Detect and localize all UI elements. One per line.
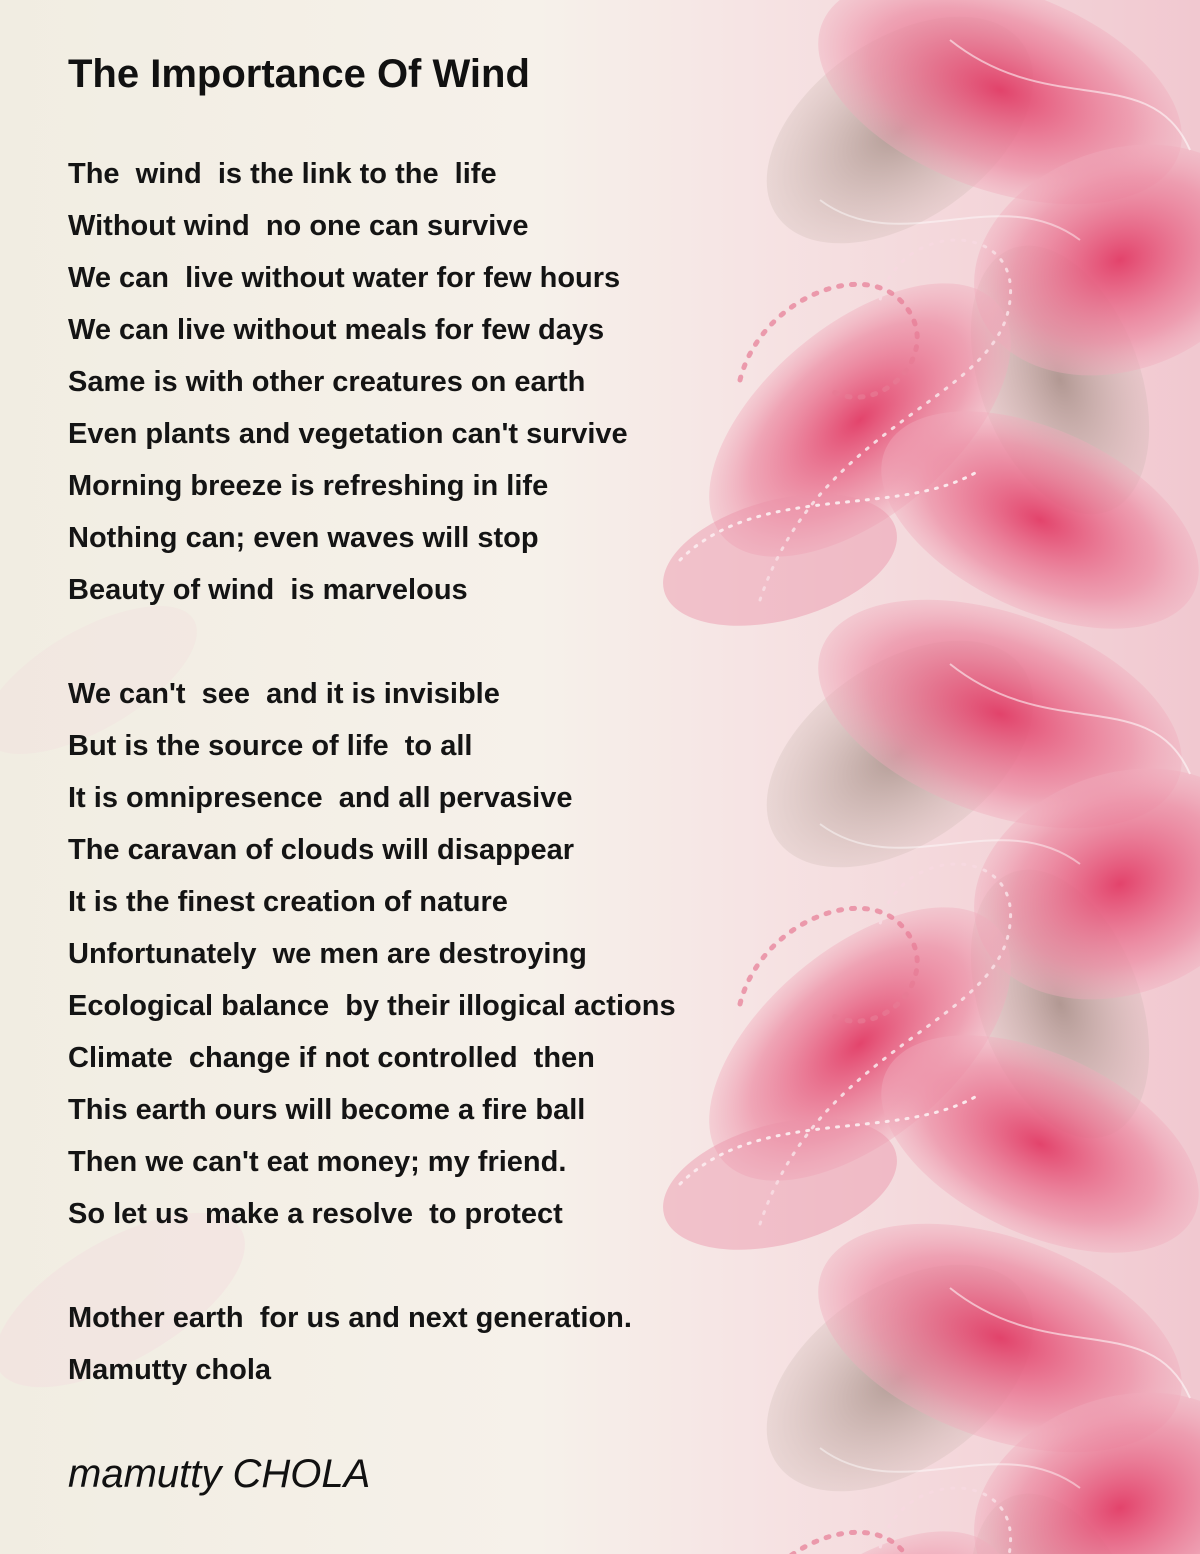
poem-title: The Importance Of Wind: [68, 52, 530, 96]
poem-line: Same is with other creatures on earth: [68, 366, 586, 398]
poem-line: Ecological balance by their illogical actions: [68, 990, 676, 1022]
poem-line: We can live without water for few hours: [68, 262, 621, 294]
poem-line: It is the finest creation of nature: [68, 886, 508, 918]
stanza-1: [68, 148, 628, 616]
poem-line: Unfortunately we men are destroying: [68, 938, 587, 970]
author-name: mamutty CHOLA: [68, 1452, 371, 1496]
poem-line: Mamutty chola: [68, 1354, 272, 1386]
stanza-2: [68, 668, 676, 1240]
poem-line: Morning breeze is refreshing in life: [68, 470, 549, 502]
poem-line: The caravan of clouds will disappear: [68, 834, 575, 866]
poem-line: But is the source of life to all: [68, 730, 473, 762]
poem-line: Without wind no one can survive: [68, 210, 529, 242]
poem-line: Then we can't eat money; my friend.: [68, 1146, 567, 1178]
poem-line: We can live without meals for few days: [68, 314, 605, 346]
poem-line: This earth ours will become a fire ball: [68, 1094, 586, 1126]
poem-line: It is omnipresence and all pervasive: [68, 782, 573, 814]
poem-line: Mother earth for us and next generation.: [68, 1302, 632, 1334]
poem-line: The wind is the link to the life: [68, 158, 497, 190]
poem-line: Nothing can; even waves will stop: [68, 522, 539, 554]
stanza-3: [68, 1292, 632, 1396]
poem-line: We can't see and it is invisible: [68, 678, 500, 710]
poem-line: Beauty of wind is marvelous: [68, 574, 468, 606]
poem-line: Climate change if not controlled then: [68, 1042, 595, 1074]
poem-line: Even plants and vegetation can't survive: [68, 418, 628, 450]
poem-line: So let us make a resolve to protect: [68, 1198, 563, 1230]
